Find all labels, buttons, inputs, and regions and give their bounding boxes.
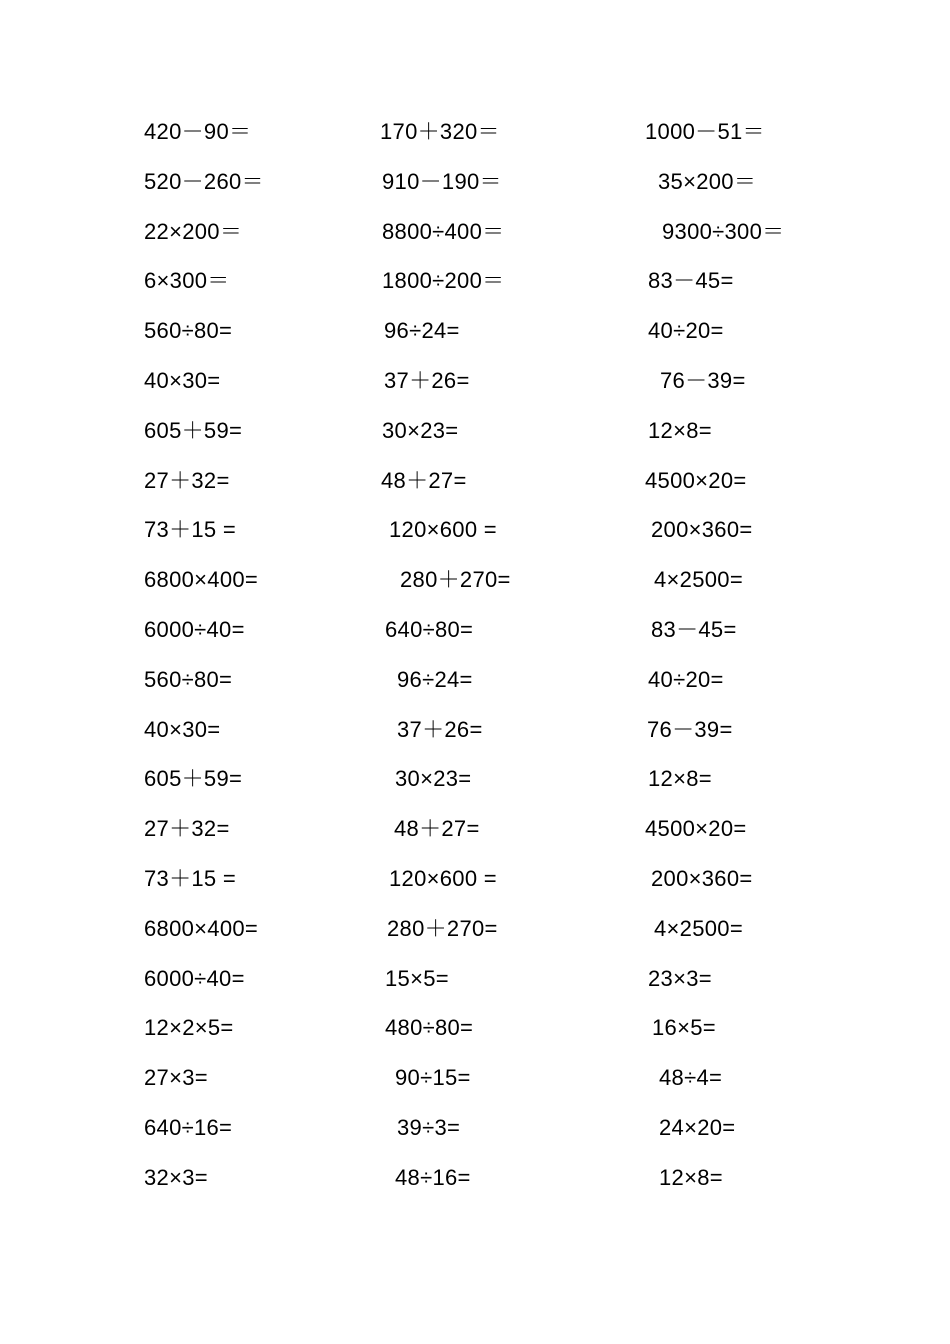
problem-row [0,911,950,947]
arithmetic-problem: 280＋270= [400,567,511,593]
arithmetic-problem: 24×20= [659,1115,736,1140]
arithmetic-problem: 640÷80= [385,617,474,642]
arithmetic-problem: 16×5= [652,1015,716,1041]
arithmetic-problem: 48＋27= [394,816,480,842]
arithmetic-problem: 96÷24= [384,318,460,344]
arithmetic-problem: 73＋15 = [144,517,237,543]
problem-row [0,662,950,698]
arithmetic-problem: 605＋59= [144,417,243,443]
arithmetic-problem: 40×30= [144,368,221,393]
arithmetic-problem: 12×2×5= [144,1015,234,1041]
arithmetic-problem: 6000÷40= [144,965,245,991]
arithmetic-problem: 12×8= [648,766,712,792]
arithmetic-problem: 48÷16= [395,1164,471,1190]
problem-row [0,313,950,349]
problem-row [0,214,950,250]
arithmetic-problem: 30×23= [395,766,472,792]
problem-row [0,114,950,150]
arithmetic-problem: 6800×400= [144,915,259,941]
arithmetic-problem: 910－190＝ [382,168,502,194]
arithmetic-problem: 35×200＝ [658,168,757,194]
arithmetic-problem: 520－260＝ [144,168,264,194]
arithmetic-problem: 40×30= [144,716,221,742]
problem-row [0,1010,950,1046]
arithmetic-problem: 480÷80= [385,1015,474,1041]
problem-row [0,263,950,299]
problem-row [0,413,950,449]
arithmetic-problem: 280＋270= [387,915,498,941]
arithmetic-problem: 27×3= [144,1065,208,1091]
arithmetic-problem: 1000－51＝ [645,119,765,144]
arithmetic-problem: 120×600 = [389,866,497,891]
arithmetic-problem: 76－39= [660,368,746,393]
problem-row [0,861,950,897]
problem-row [0,512,950,548]
arithmetic-problem: 12×8= [648,417,712,443]
arithmetic-problem: 9300÷300＝ [662,218,785,244]
arithmetic-problem: 170＋320＝ [380,119,500,144]
arithmetic-problem: 560÷80= [144,666,233,692]
arithmetic-problem: 90÷15= [395,1065,471,1091]
arithmetic-problem: 200×360= [651,517,753,543]
arithmetic-problem: 4500×20= [645,816,747,842]
arithmetic-problem: 30×23= [382,417,459,443]
arithmetic-problem: 15×5= [385,965,449,991]
arithmetic-problem: 76－39= [647,716,733,742]
problem-row [0,1160,950,1196]
arithmetic-problem: 120×600 = [389,517,497,543]
arithmetic-problem: 23×3= [648,965,712,991]
problem-row [0,164,950,200]
arithmetic-problem: 605＋59= [144,766,243,792]
problem-row [0,612,950,648]
problem-row [0,463,950,499]
problem-row [0,811,950,847]
arithmetic-problem: 6000÷40= [144,617,245,642]
arithmetic-problem: 48÷4= [659,1065,723,1091]
arithmetic-problem: 4×2500= [654,915,743,941]
arithmetic-problem: 4500×20= [645,467,747,493]
arithmetic-problem: 6800×400= [144,567,259,593]
problem-row [0,562,950,598]
arithmetic-problem: 37＋26= [384,368,470,393]
arithmetic-problem: 37＋26= [397,716,483,742]
problem-row [0,712,950,748]
problem-row [0,761,950,797]
arithmetic-problem: 200×360= [651,866,753,891]
arithmetic-problem: 560÷80= [144,318,233,344]
arithmetic-problem: 22×200＝ [144,218,243,244]
problem-row [0,1110,950,1146]
arithmetic-problem: 96÷24= [397,666,473,692]
arithmetic-problem: 48＋27= [381,467,467,493]
arithmetic-problem: 83－45= [648,268,734,294]
problem-row [0,961,950,997]
arithmetic-problem: 32×3= [144,1164,208,1190]
arithmetic-problem: 12×8= [659,1164,723,1190]
arithmetic-problem: 27＋32= [144,467,230,493]
problem-row [0,1060,950,1096]
arithmetic-problem: 1800÷200＝ [382,268,505,294]
arithmetic-problem: 420－90＝ [144,119,252,144]
arithmetic-problem: 39÷3= [397,1115,461,1140]
arithmetic-problem: 4×2500= [654,567,743,593]
arithmetic-problem: 640÷16= [144,1115,233,1140]
arithmetic-problem: 6×300＝ [144,268,230,294]
arithmetic-problem: 40÷20= [648,318,724,344]
arithmetic-problem: 40÷20= [648,666,724,692]
arithmetic-problem: 8800÷400＝ [382,218,505,244]
arithmetic-problem: 73＋15 = [144,866,237,891]
problem-row [0,363,950,399]
arithmetic-problem: 27＋32= [144,816,230,842]
arithmetic-problem: 83－45= [651,617,737,642]
